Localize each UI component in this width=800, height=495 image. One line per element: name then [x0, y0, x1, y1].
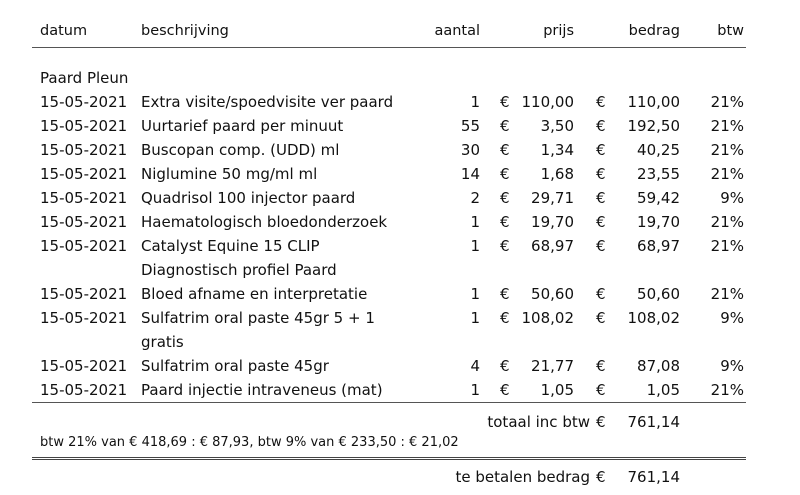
- cell-prijs: 50,60: [531, 285, 574, 303]
- total-incl-btw-row: [0, 411, 800, 435]
- amount-due-label: te betalen bedrag: [455, 468, 590, 486]
- cell-beschrijving: Haematologisch bloedonderzoek: [141, 213, 388, 231]
- cell-btw: 21%: [710, 117, 744, 135]
- cell-aantal: 1: [470, 237, 480, 255]
- cell-prijs: 29,71: [531, 189, 574, 207]
- table-row: [0, 307, 800, 351]
- cell-btw: 21%: [710, 165, 744, 183]
- cell-datum: 15-05-2021: [40, 285, 128, 303]
- col-aantal: aantal: [434, 23, 480, 39]
- cell-datum: 15-05-2021: [40, 141, 128, 159]
- table-row: [0, 235, 800, 279]
- cell-btw: 21%: [710, 237, 744, 255]
- cell-prijs: 21,77: [531, 357, 574, 375]
- currency-symbol: €: [500, 213, 510, 231]
- currency-symbol: €: [500, 237, 510, 255]
- table-row: [0, 91, 800, 115]
- currency-symbol: €: [596, 141, 606, 159]
- currency-symbol: €: [500, 165, 510, 183]
- cell-aantal: 30: [460, 141, 480, 159]
- currency-symbol: €: [596, 357, 606, 375]
- cell-aantal: 1: [470, 93, 480, 111]
- cell-datum: 15-05-2021: [40, 309, 128, 327]
- currency-symbol: €: [500, 357, 510, 375]
- cell-bedrag: 40,25: [637, 141, 680, 159]
- cell-btw: 21%: [710, 93, 744, 111]
- table-row: [0, 355, 800, 379]
- btw-breakdown: btw 21% van € 418,69 : € 87,93, btw 9% van € 233,50 : € 21,02: [40, 435, 459, 450]
- currency-symbol: €: [596, 117, 606, 135]
- cell-aantal: 14: [460, 165, 480, 183]
- cell-datum: 15-05-2021: [40, 213, 128, 231]
- currency-symbol: €: [596, 285, 606, 303]
- cell-btw: 9%: [720, 357, 744, 375]
- cell-bedrag: 110,00: [627, 93, 680, 111]
- col-bedrag: bedrag: [628, 23, 680, 39]
- cell-datum: 15-05-2021: [40, 237, 128, 255]
- cell-bedrag: 87,08: [637, 357, 680, 375]
- pay-divider: [32, 457, 746, 460]
- cell-bedrag: 50,60: [637, 285, 680, 303]
- amount-due-row: [0, 466, 800, 490]
- currency-symbol: €: [500, 189, 510, 207]
- cell-beschrijving: Catalyst Equine 15 CLIP: [141, 237, 320, 255]
- cell-btw: 9%: [720, 189, 744, 207]
- cell-prijs: 1,05: [540, 381, 574, 399]
- currency-symbol: €: [596, 165, 606, 183]
- cell-btw: 9%: [720, 309, 744, 327]
- table-row: [0, 139, 800, 163]
- cell-aantal: 1: [470, 309, 480, 327]
- cell-datum: 15-05-2021: [40, 357, 128, 375]
- cell-btw: 21%: [710, 285, 744, 303]
- table-row: [0, 379, 800, 403]
- cell-beschrijving-continued: gratis: [141, 333, 184, 351]
- cell-datum: 15-05-2021: [40, 117, 128, 135]
- currency-symbol: €: [500, 309, 510, 327]
- totals-divider: [32, 402, 746, 403]
- cell-datum: 15-05-2021: [40, 189, 128, 207]
- cell-beschrijving: Extra visite/spoedvisite ver paard: [141, 93, 394, 111]
- cell-btw: 21%: [710, 381, 744, 399]
- currency-symbol: €: [596, 93, 606, 111]
- cell-beschrijving: Niglumine 50 mg/ml ml: [141, 165, 318, 183]
- currency-symbol: €: [500, 93, 510, 111]
- table-row: [0, 163, 800, 187]
- cell-aantal: 2: [470, 189, 480, 207]
- cell-bedrag: 192,50: [627, 117, 680, 135]
- cell-aantal: 1: [470, 213, 480, 231]
- cell-bedrag: 1,05: [646, 381, 680, 399]
- cell-datum: 15-05-2021: [40, 93, 128, 111]
- currency-symbol: €: [596, 413, 606, 431]
- cell-prijs: 110,00: [521, 93, 574, 111]
- currency-symbol: €: [500, 141, 510, 159]
- cell-bedrag: 19,70: [637, 213, 680, 231]
- cell-bedrag: 23,55: [637, 165, 680, 183]
- group-title: Paard Pleun: [40, 69, 129, 87]
- cell-btw: 21%: [710, 213, 744, 231]
- cell-prijs: 108,02: [521, 309, 574, 327]
- cell-prijs: 19,70: [531, 213, 574, 231]
- total-incl-value: 761,14: [627, 413, 680, 431]
- currency-symbol: €: [596, 213, 606, 231]
- currency-symbol: €: [596, 189, 606, 207]
- col-beschrijving: beschrijving: [141, 23, 229, 39]
- currency-symbol: €: [500, 285, 510, 303]
- col-btw: btw: [717, 23, 744, 39]
- cell-prijs: 1,68: [540, 165, 574, 183]
- cell-bedrag: 59,42: [637, 189, 680, 207]
- total-incl-label: totaal inc btw: [487, 413, 590, 431]
- cell-bedrag: 108,02: [627, 309, 680, 327]
- table-row: [0, 187, 800, 211]
- table-row: [0, 283, 800, 307]
- amount-due-value: 761,14: [627, 468, 680, 486]
- currency-symbol: €: [596, 468, 606, 486]
- currency-symbol: €: [500, 381, 510, 399]
- cell-beschrijving: Sulfatrim oral paste 45gr 5 + 1: [141, 309, 375, 327]
- currency-symbol: €: [596, 309, 606, 327]
- cell-aantal: 4: [470, 357, 480, 375]
- header-divider: [32, 47, 746, 48]
- col-datum: datum: [40, 23, 88, 39]
- table-row: [0, 211, 800, 235]
- cell-aantal: 1: [470, 381, 480, 399]
- table-row: [0, 115, 800, 139]
- cell-beschrijving: Uurtarief paard per minuut: [141, 117, 344, 135]
- currency-symbol: €: [500, 117, 510, 135]
- cell-beschrijving: Sulfatrim oral paste 45gr: [141, 357, 329, 375]
- currency-symbol: €: [596, 237, 606, 255]
- cell-aantal: 1: [470, 285, 480, 303]
- currency-symbol: €: [596, 381, 606, 399]
- cell-beschrijving: Quadrisol 100 injector paard: [141, 189, 356, 207]
- cell-beschrijving-continued: Diagnostisch profiel Paard: [141, 261, 337, 279]
- cell-beschrijving: Bloed afname en interpretatie: [141, 285, 368, 303]
- cell-datum: 15-05-2021: [40, 381, 128, 399]
- cell-prijs: 68,97: [531, 237, 574, 255]
- cell-beschrijving: Paard injectie intraveneus (mat): [141, 381, 383, 399]
- cell-btw: 21%: [710, 141, 744, 159]
- cell-beschrijving: Buscopan comp. (UDD) ml: [141, 141, 340, 159]
- column-header-row: [0, 20, 800, 44]
- cell-prijs: 1,34: [540, 141, 574, 159]
- cell-prijs: 3,50: [540, 117, 574, 135]
- col-prijs: prijs: [543, 23, 574, 39]
- cell-bedrag: 68,97: [637, 237, 680, 255]
- cell-datum: 15-05-2021: [40, 165, 128, 183]
- cell-aantal: 55: [460, 117, 480, 135]
